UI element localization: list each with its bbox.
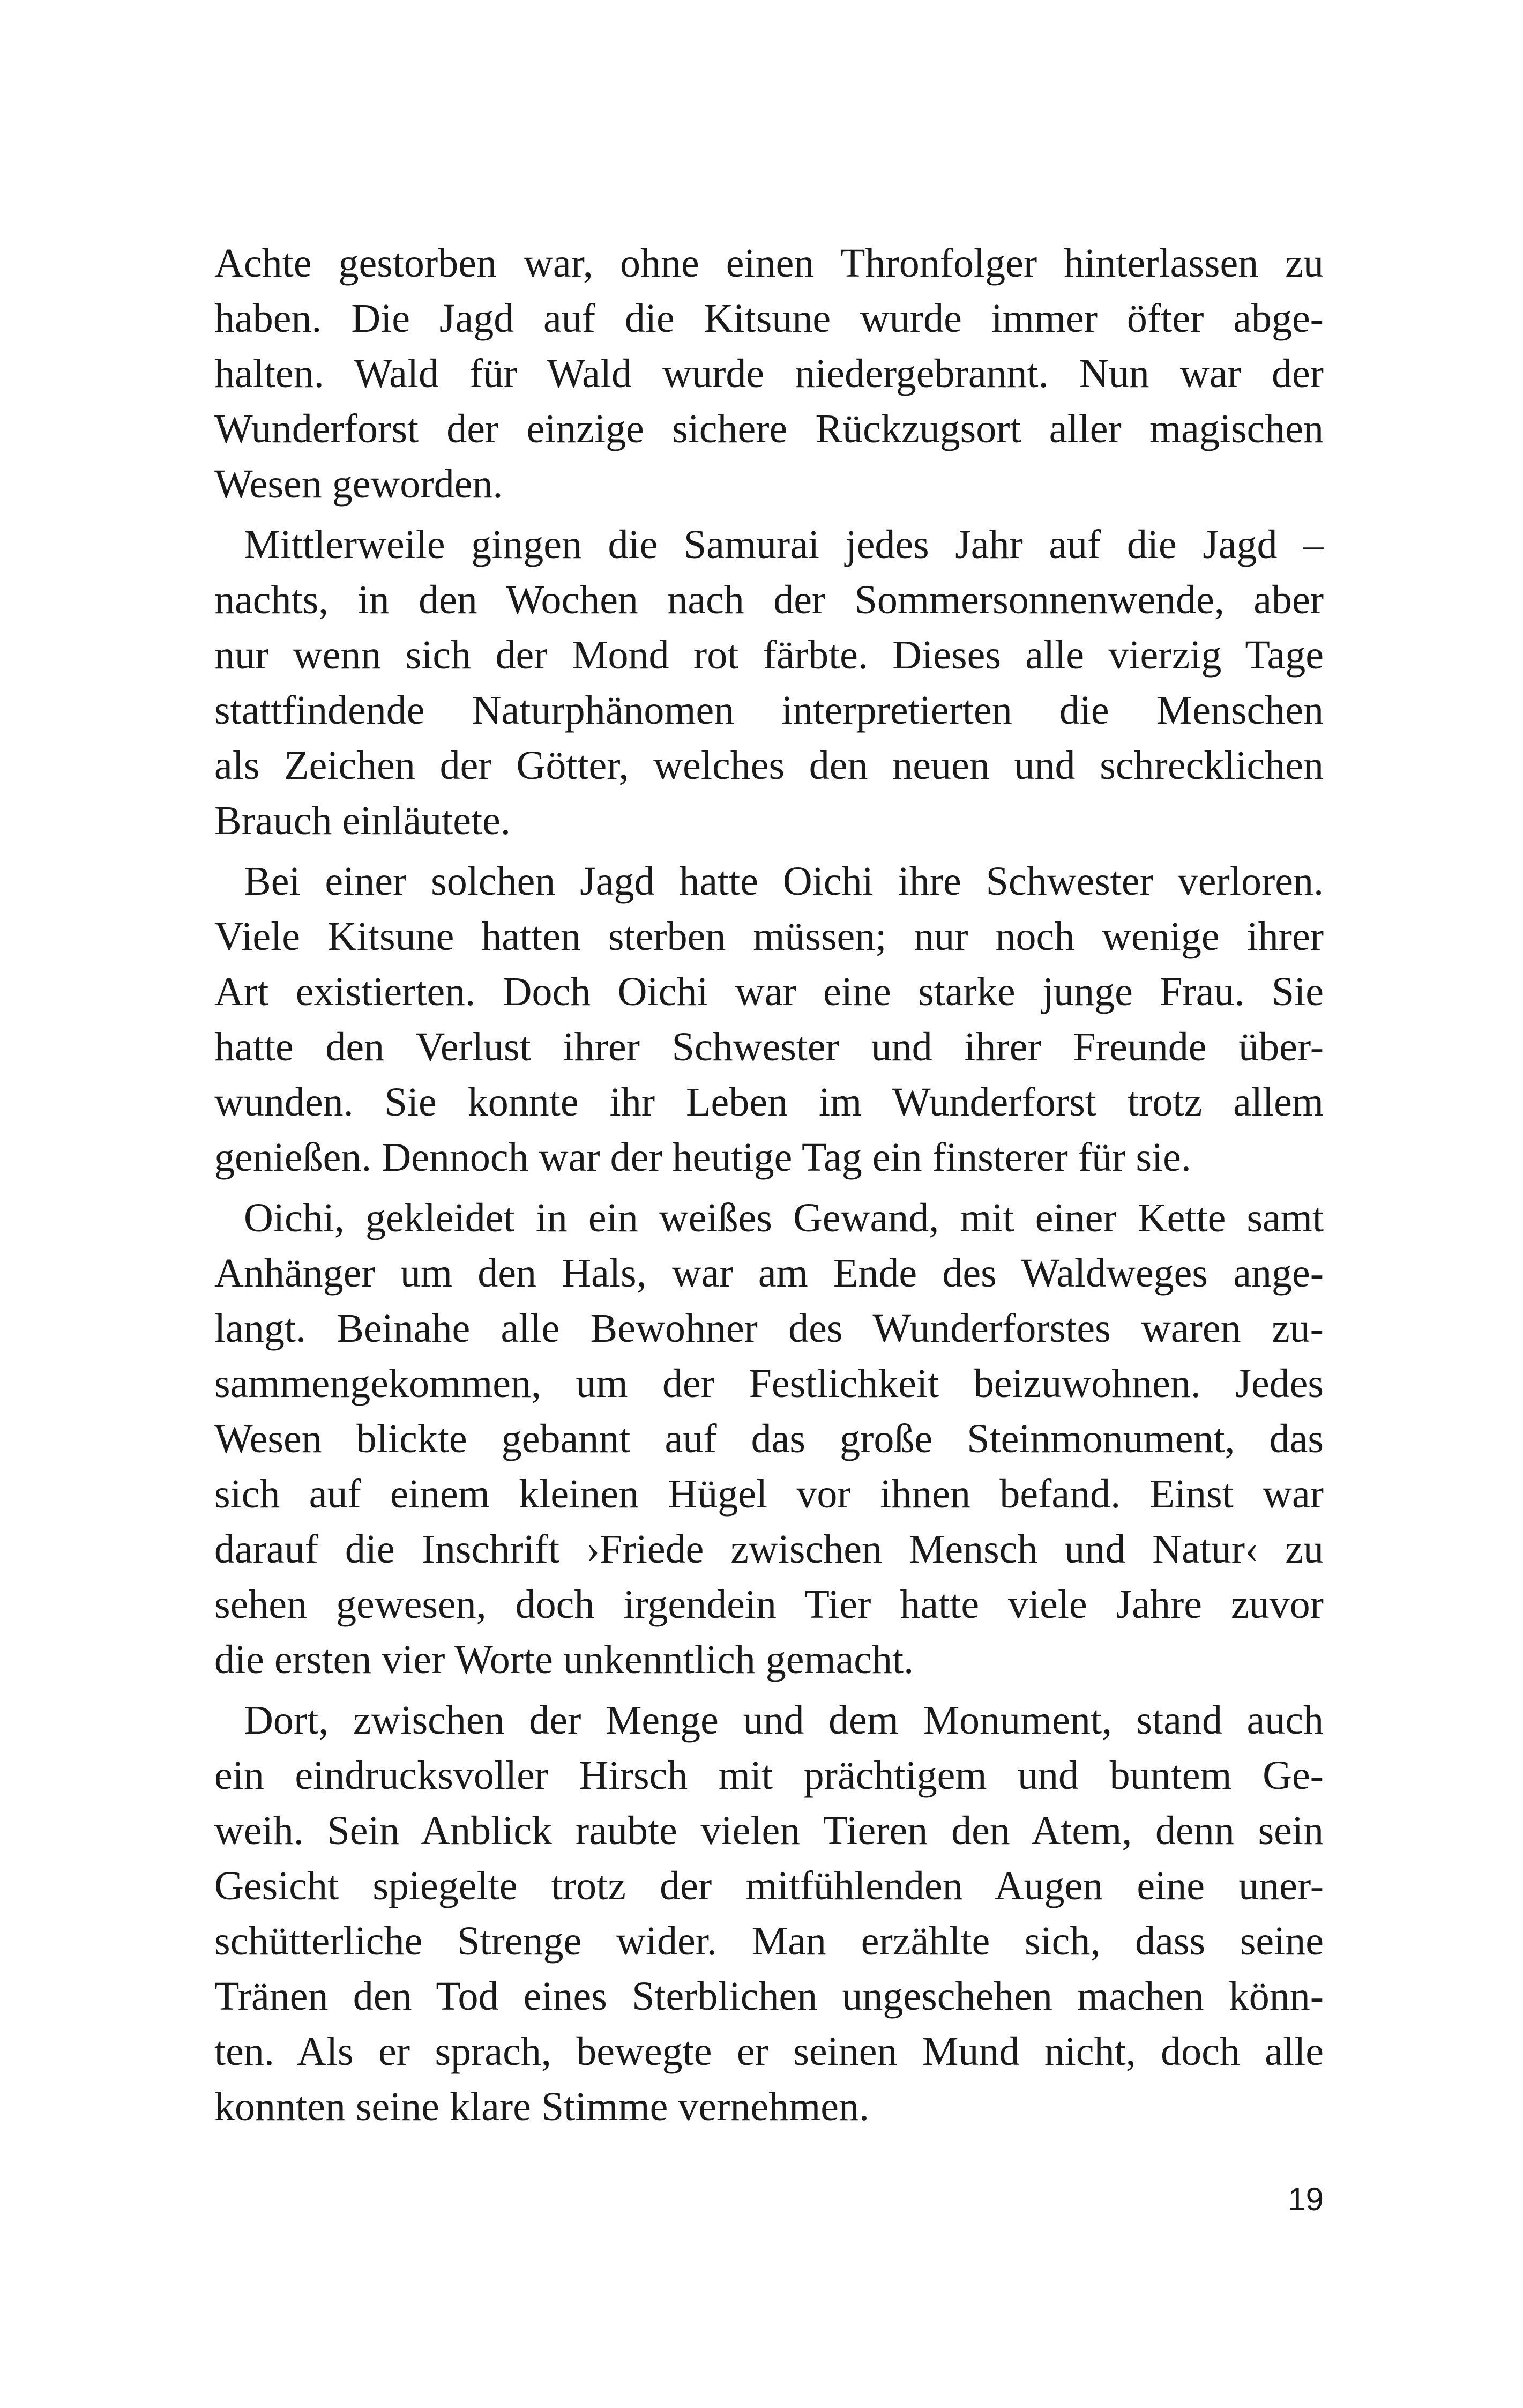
text-line: weih. Sein Anblick raubte vielen Tieren den Atem, denn sein [214,1808,1324,1853]
text-line: als Zeichen der Götter, welches den neuen und schrecklichen [214,743,1324,788]
text-line: Bei einer solchen Jagd hatte Oichi ihre Schwester verloren. [244,859,1324,904]
paragraph-1 [214,236,1324,512]
text-line: ten. Als er sprach, bewegte er seinen Mund nicht, doch alle [214,2029,1324,2074]
text-line: wunden. Sie konnte ihr Leben im Wunderforst trotz allem [214,1080,1324,1125]
text-line: genießen. Dennoch war der heutige Tag ein finsterer für sie. [214,1135,1191,1180]
page-number: 19 [1288,2181,1324,2217]
text-line: Wunderforst der einzige sichere Rückzugsort aller magischen [214,406,1324,451]
text-line: sehen gewesen, doch irgendein Tier hatte viele Jahre zuvor [214,1582,1324,1627]
text-line: langt. Beinahe alle Bewohner des Wunderforstes waren zu- [214,1306,1324,1351]
text-line: konnten seine klare Stimme vernehmen. [214,2084,869,2129]
text-line: ein eindrucksvoller Hirsch mit prächtigem und buntem Ge- [214,1753,1324,1798]
text-line: Gesicht spiegelte trotz der mitfühlenden Augen eine uner- [214,1863,1324,1908]
text-line: sammengekommen, um der Festlichkeit beizuwohnen. Jedes [214,1361,1324,1406]
text-line: Tränen den Tod eines Sterblichen ungeschehen machen könn- [214,1974,1324,2019]
text-line: Viele Kitsune hatten sterben müssen; nur noch wenige ihrer [214,914,1324,959]
text-line: Mittlerweile gingen die Samurai jedes Jahr auf die Jagd – [244,522,1324,567]
paragraph-2 [214,517,1324,849]
text-line: nachts, in den Wochen nach der Sommersonnenwende, aber [214,577,1324,622]
text-line: Oichi, gekleidet in ein weißes Gewand, mit einer Kette samt [244,1195,1324,1240]
text-line: haben. Die Jagd auf die Kitsune wurde immer öfter abge- [214,296,1324,341]
paragraph-5 [214,1693,1324,2135]
text-line: nur wenn sich der Mond rot färbte. Dieses alle vierzig Tage [214,633,1324,678]
text-line: Dort, zwischen der Menge und dem Monument, stand auch [244,1698,1324,1743]
text-line: Art existierten. Doch Oichi war eine starke junge Frau. Sie [214,969,1324,1014]
text-line: Anhänger um den Hals, war am Ende des Waldweges ange- [214,1251,1324,1296]
text-line: darauf die Inschrift ›Friede zwischen Mensch und Natur‹ zu [214,1527,1324,1572]
body-text [214,236,1324,2140]
text-line: halten. Wald für Wald wurde niedergebrannt. Nun war der [214,351,1324,396]
paragraph-3 [214,854,1324,1185]
text-line: Brauch einläutete. [214,798,511,843]
text-line: Wesen blickte gebannt auf das große Steinmonument, das [214,1416,1324,1461]
text-line: Wesen geworden. [214,462,503,507]
text-line: hatte den Verlust ihrer Schwester und ihrer Freunde über- [214,1024,1324,1069]
text-line: schütterliche Strenge wider. Man erzählte sich, dass seine [214,1919,1324,1964]
text-line: die ersten vier Worte unkenntlich gemacht. [214,1637,914,1682]
text-line: Achte gestorben war, ohne einen Thronfolger hinterlassen zu [214,241,1324,286]
paragraph-4 [214,1191,1324,1688]
text-line: stattfindende Naturphänomen interpretierten die Menschen [214,688,1324,733]
text-line: sich auf einem kleinen Hügel vor ihnen befand. Einst war [214,1471,1324,1517]
